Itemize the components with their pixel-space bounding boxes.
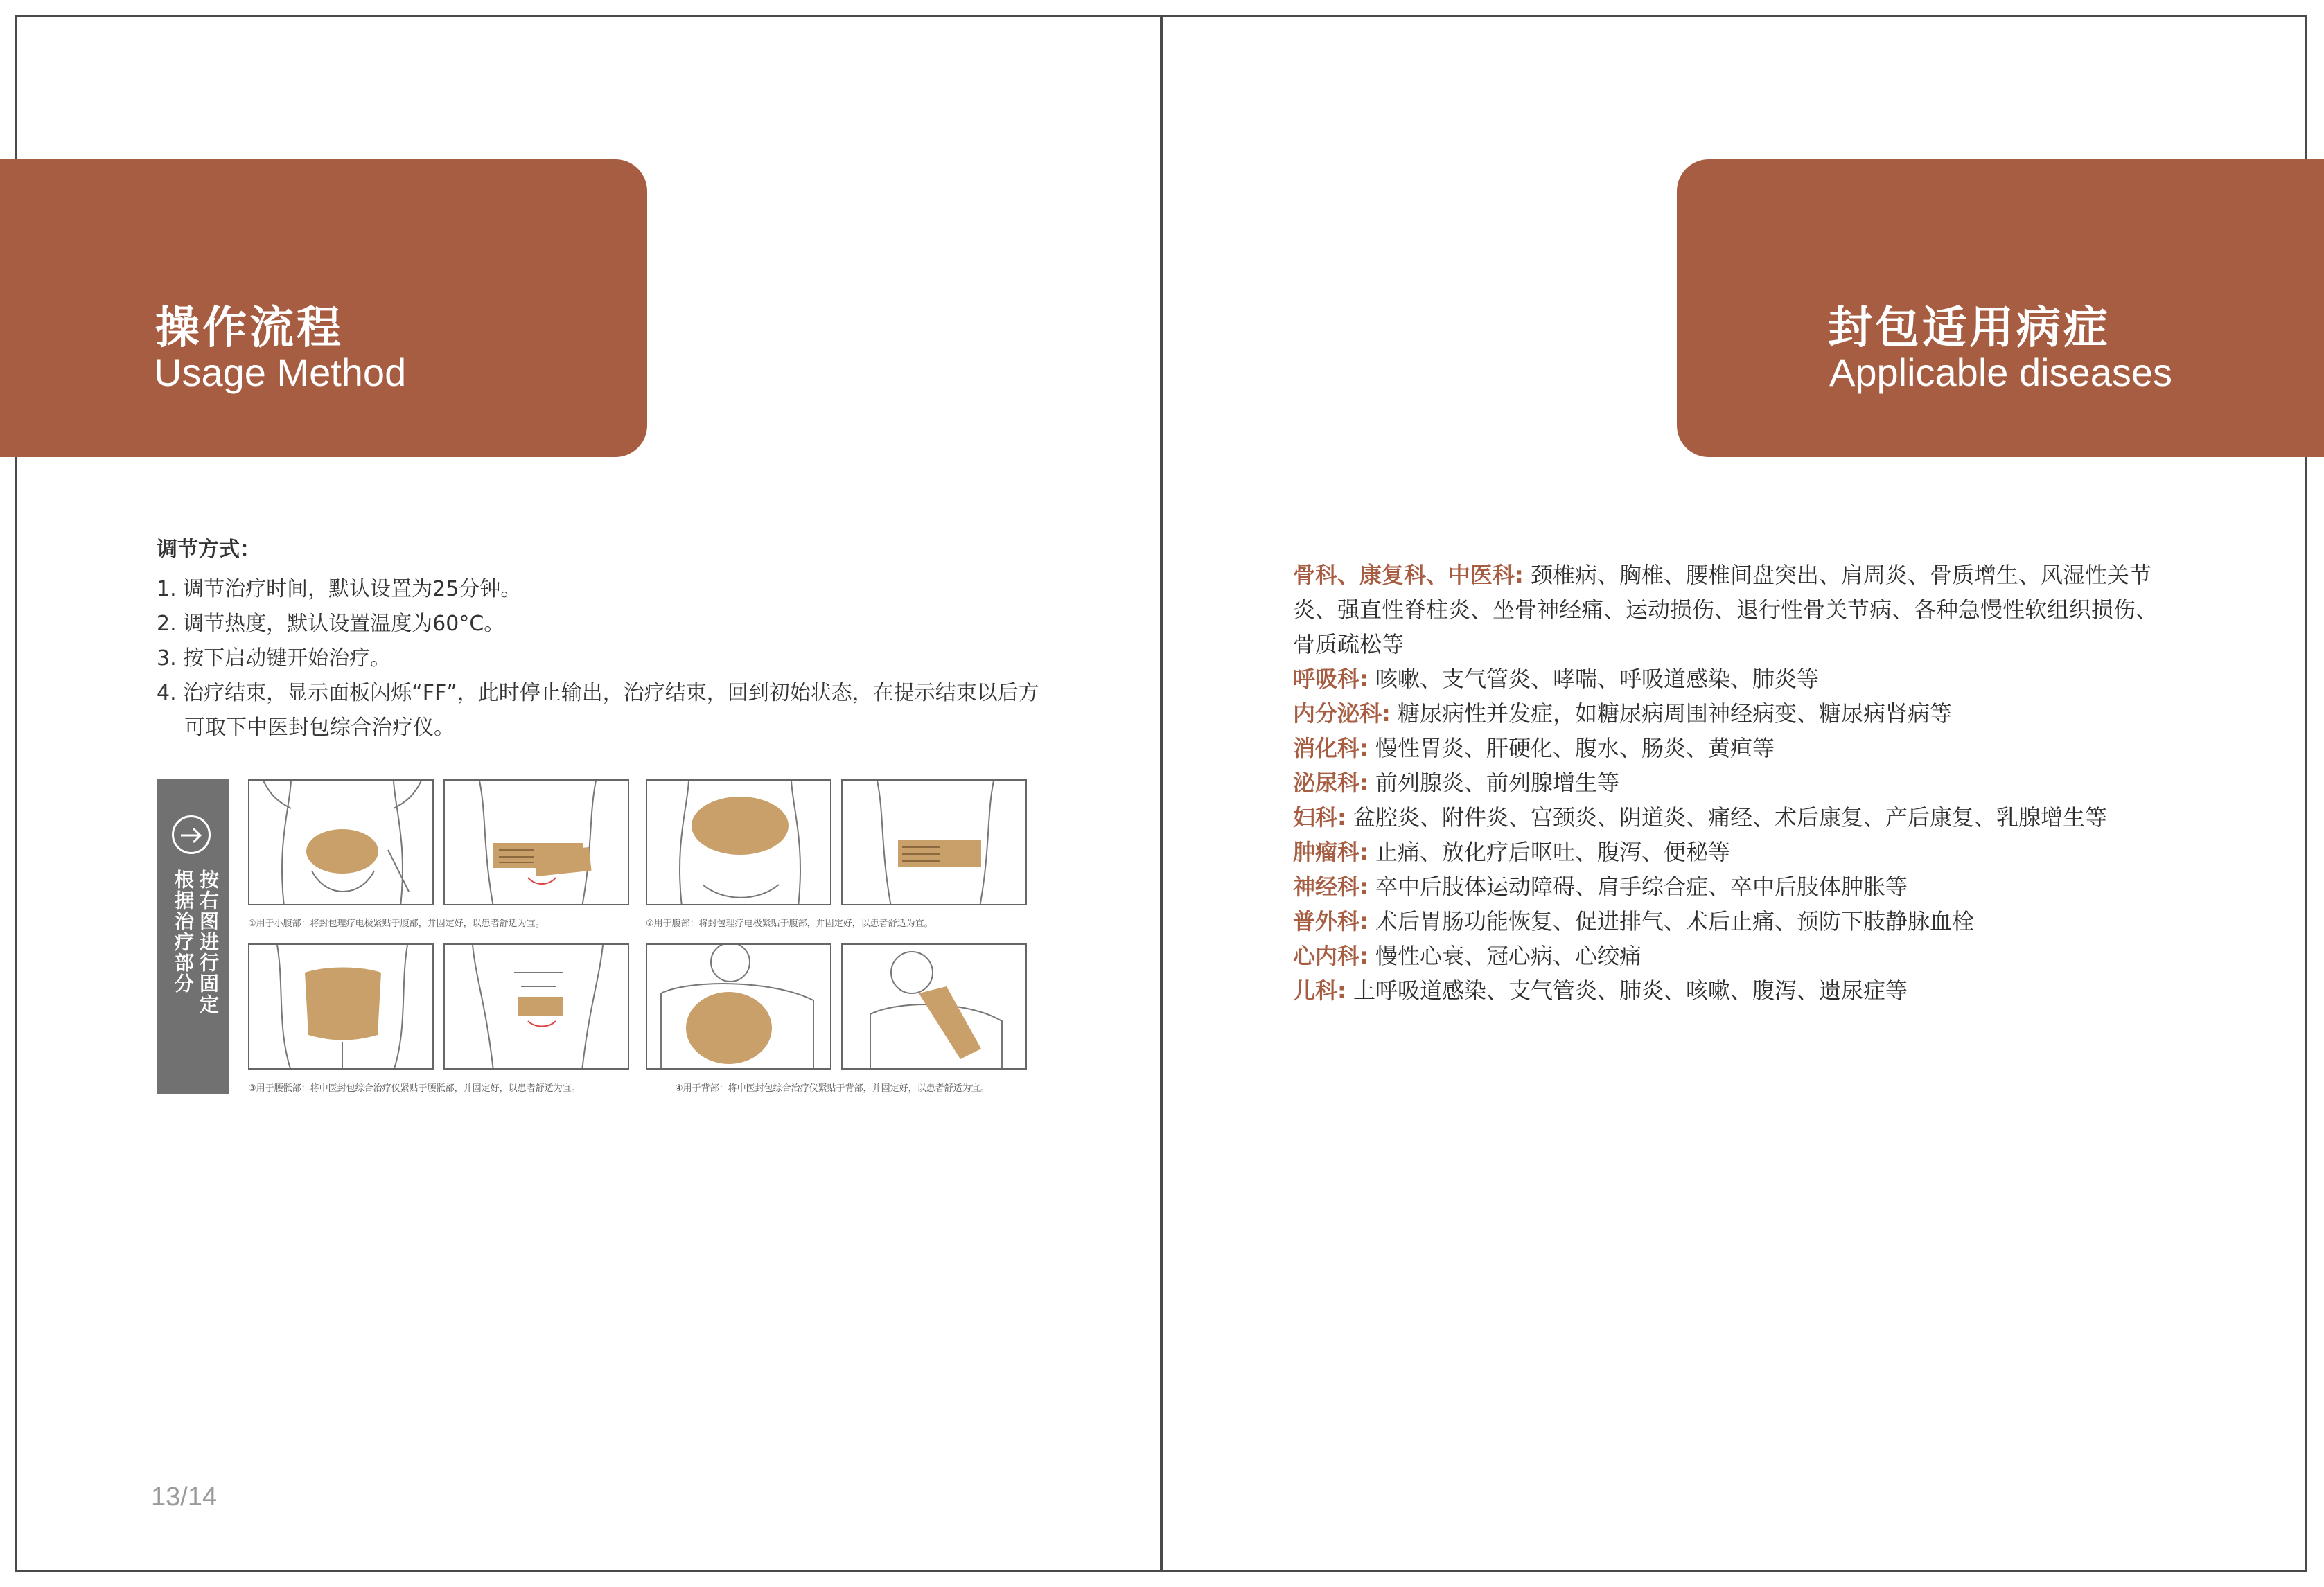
adjust-item-1: 1. 调节治疗时间，默认设置为25分钟。 [157,577,522,601]
disease-text: 术后胃肠功能恢复、促进排气、术后止痛、预防下肢静脉血栓 [1375,908,1974,934]
disease-text: 止痛、放化疗后呕吐、腹泻、便秘等 [1375,839,1730,865]
disease-ortho [1293,558,2201,592]
adjust-item-4-text: 4. 治疗结束，显示面板闪烁“FF”，此时停止输出，治疗结束，回到初始状态，在提示结束以后方 [157,681,1039,705]
caption-lumbosacral: ③用于腰骶部：将中医封包综合治疗仪紧贴于腰骶部，并固定好，以患者舒适为宜。 [248,1083,581,1094]
disease-text: 咳嗽、支气管炎、哮喘、呼吸道感染、肺炎等 [1375,666,1819,692]
illustration-abdomen-back [841,779,1027,905]
disease-text: 慢性心衰、冠心病、心绞痛 [1375,943,1641,969]
caption-abdomen: ②用于腹部：将封包理疗电极紧贴于腹部，并固定好，以患者舒适为宜。 [646,919,933,929]
disease-text: 卒中后肢体运动障碍、肩手综合症、卒中后肢体肿胀等 [1375,874,1908,900]
disease-label: 泌尿科: [1293,770,1368,796]
page-number: 13/14 [151,1482,218,1511]
disease-urology [1293,765,2201,800]
disease-label: 普外科: [1293,908,1368,934]
disease-text: 颈椎病、胸椎、腰椎间盘突出、肩周炎、骨质增生、风湿性关节 [1530,562,2151,588]
disease-label: 心内科: [1293,943,1368,969]
adjust-item-4 [157,676,1099,745]
disease-label: 妇科: [1293,804,1346,831]
adjust-instructions [157,532,1099,745]
disease-text: 糖尿病性并发症，如糖尿病周围神经病变、糖尿病肾病等 [1397,700,1952,727]
disease-label: 骨科、康复科、中医科: [1293,562,1524,588]
illustration-back-shoulder [646,943,831,1070]
adjust-item-4-cont: 可取下中医封包综合治疗仪。 [184,716,455,740]
fixing-guide-bar [157,779,229,1094]
guide-text-2: 根据治疗部分 [172,869,195,994]
disease-label: 儿科: [1293,977,1346,1004]
disease-text: 盆腔炎、附件炎、宫颈炎、阴道炎、痛经、术后康复、产后康复、乳腺增生等 [1353,804,2107,831]
disease-cardiology [1293,939,2201,973]
disease-pediatrics [1293,973,2201,1008]
illustration-abdomen-front [646,779,831,905]
disease-label: 神经科: [1293,874,1368,900]
usage-subtitle: Usage Method [154,351,407,394]
illustration-lumbosacral-front [443,943,629,1070]
adjust-item-3: 3. 按下启动键开始治疗。 [157,646,391,671]
disease-label: 肿瘤科: [1293,839,1368,865]
disease-label: 呼吸科: [1293,666,1368,692]
illustration-shoulder-strap [841,943,1027,1070]
disease-label: 内分泌科: [1293,700,1391,727]
illustration-lumbosacral-back [248,943,434,1070]
disease-general-surgery [1293,904,2201,939]
arrow-right-icon [172,815,211,854]
disease-oncology [1293,835,2201,869]
guide-text-1: 按右图进行固定 [197,869,220,1015]
adjust-heading: 调节方式： [157,538,261,562]
disease-respiratory [1293,662,2201,696]
caption-lower-abdomen: ①用于小腹部：将封包理疗电极紧贴于腹部，并固定好，以患者舒适为宜。 [248,919,545,929]
diseases-list [1293,558,2201,1008]
diseases-subtitle: Applicable diseases [1829,351,2172,394]
diseases-title: 封包适用病症 [1828,303,2111,354]
disease-gynecology [1293,800,2201,835]
illustration-lower-abdomen-back [443,779,629,905]
disease-ortho-line3: 骨质疏松等 [1293,631,1405,657]
disease-digestive [1293,731,2201,765]
disease-neurology [1293,869,2201,904]
disease-endocrine [1293,696,2201,731]
usage-title: 操作流程 [155,303,344,354]
disease-text: 上呼吸道感染、支气管炎、肺炎、咳嗽、腹泻、遗尿症等 [1353,977,1908,1004]
disease-label: 消化科: [1293,735,1368,761]
illustration-lower-abdomen-front [248,779,434,905]
disease-ortho-line2: 炎、强直性脊柱炎、坐骨神经痛、运动损伤、退行性骨关节病、各种急慢性软组织损伤、 [1293,596,2158,623]
caption-back: ④用于背部：将中医封包综合治疗仪紧贴于背部，并固定好，以患者舒适为宜。 [675,1083,989,1094]
adjust-item-2: 2. 调节热度，默认设置温度为60°C。 [157,612,505,636]
disease-text: 慢性胃炎、肝硬化、腹水、肠炎、黄疸等 [1375,735,1775,761]
disease-text: 前列腺炎、前列腺增生等 [1375,770,1619,796]
